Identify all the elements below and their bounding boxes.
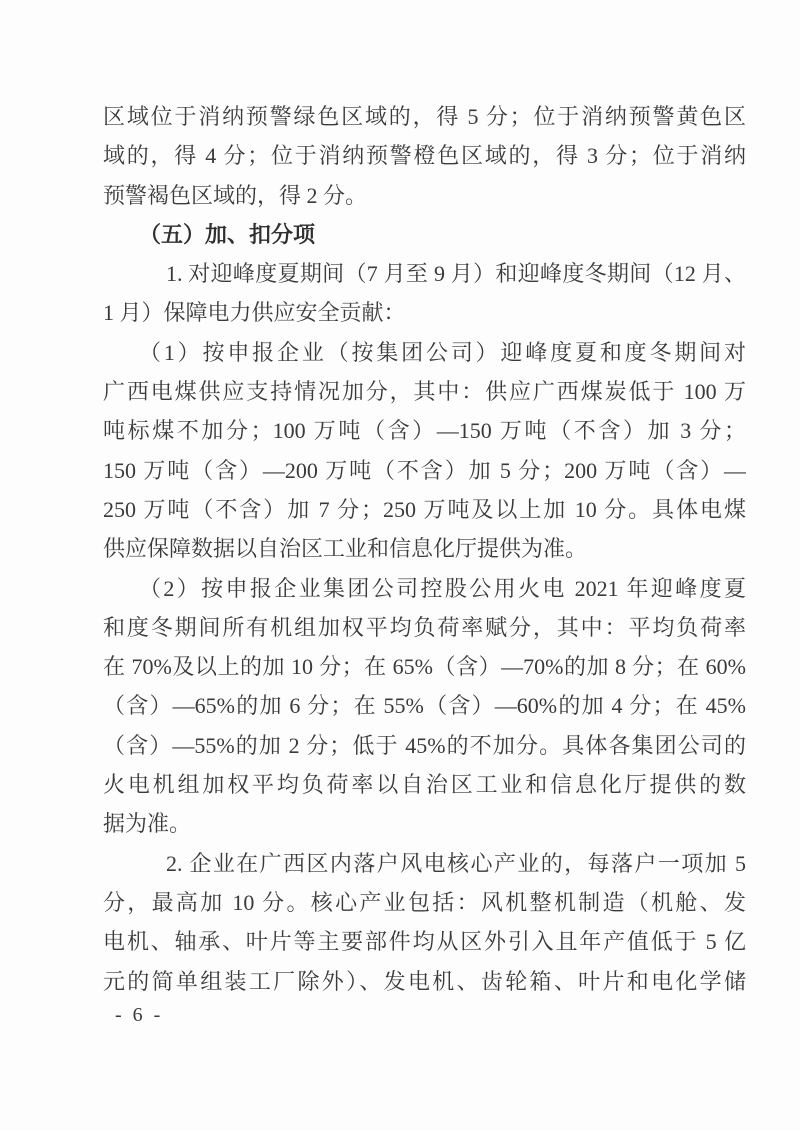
document-line: 吨标煤不加分；100 万吨（含）—150 万吨（不含）加 3 分； (103, 418, 746, 444)
document-text-block (103, 97, 746, 1001)
document-line: （含）—55%的加 2 分；低于 45%的不加分。具体各集团公司的 (103, 732, 746, 758)
document-line: 分，最高加 10 分。核心产业包括：风机整机制造（机舱、发 (103, 889, 746, 915)
section-heading-add-deduct-items: （五）加、扣分项 (139, 221, 316, 247)
page-number: - 6 - (115, 1004, 164, 1026)
document-line: 域的，得 4 分；位于消纳预警橙色区域的，得 3 分；位于消纳 (103, 143, 746, 169)
document-line: 广西电煤供应支持情况加分，其中：供应广西煤炭低于 100 万 (103, 379, 746, 405)
document-line: 火电机组加权平均负荷率以自治区工业和信息化厅提供的数 (103, 772, 746, 798)
document-line: 1. 对迎峰度夏期间（7 月至 9 月）和迎峰度冬期间（12 月、 (166, 261, 746, 287)
document-line: 据为准。 (103, 811, 192, 837)
document-line: 和度冬期间所有机组加权平均负荷率赋分，其中：平均负荷率 (103, 614, 746, 640)
document-line: （1）按申报企业（按集团公司）迎峰度夏和度冬期间对 (139, 339, 746, 365)
document-line: 250 万吨（不含）加 7 分；250 万吨及以上加 10 分。具体电煤 (103, 496, 746, 522)
document-line: （含）—65%的加 6 分；在 55%（含）—60%的加 4 分；在 45% (103, 693, 746, 719)
document-line: 区域位于消纳预警绿色区域的，得 5 分；位于消纳预警黄色区 (103, 104, 746, 129)
document-line: 1 月）保障电力供应安全贡献： (103, 300, 406, 326)
document-line: 2. 企业在广西区内落户风电核心产业的，每落户一项加 5 (166, 850, 746, 876)
document-line: 元的简单组装工厂除外）、发电机、齿轮箱、叶片和电化学储 (103, 968, 746, 994)
document-line: 150 万吨（含）—200 万吨（不含）加 5 分；200 万吨（含）— (103, 457, 746, 483)
document-line: 电机、轴承、叶片等主要部件均从区外引入且年产值低于 5 亿 (103, 929, 746, 955)
document-line: 供应保障数据以自治区工业和信息化厅提供为准。 (103, 536, 588, 562)
document-line: （2）按申报企业集团公司控股公用火电 2021 年迎峰度夏 (139, 575, 746, 601)
document-line: 在 70%及以上的加 10 分；在 65%（含）—70%的加 8 分；在 60% (103, 654, 746, 680)
document-line: 预警褐色区域的，得 2 分。 (103, 182, 368, 208)
